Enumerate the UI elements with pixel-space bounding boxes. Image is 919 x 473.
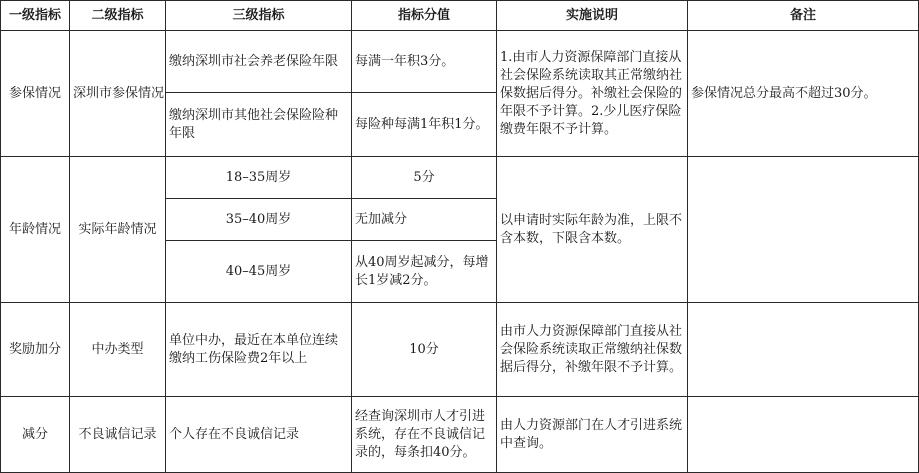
insurance-item2-level3: 缴纳深圳市其他社会保险险种年限 (166, 93, 352, 157)
bonus-note: 由市人力资源保障部门直接从社会保险系统读取正常缴纳社保数据后得分，补缴年限不予计算。 (497, 303, 688, 397)
deduction-remark (688, 397, 919, 473)
deduction-note: 由人力资源部门在人才引进系统中查询。 (497, 397, 688, 473)
insurance-item2-score: 每险种每满1年积1分。 (352, 93, 497, 157)
bonus-level2: 中办类型 (70, 303, 166, 397)
header-remark: 备注 (688, 1, 919, 31)
insurance-item1-level3: 缴纳深圳市社会养老保险年限 (166, 31, 352, 93)
age-level1: 年龄情况 (1, 157, 70, 303)
insurance-remark: 参保情况总分最高不超过30分。 (688, 31, 919, 157)
header-row (1, 1, 919, 31)
deduction-level1: 减分 (1, 397, 70, 473)
table-row (1, 31, 919, 93)
header-level2: 二级指标 (70, 1, 166, 31)
age-remark (688, 157, 919, 303)
age-level2: 实际年龄情况 (70, 157, 166, 303)
table-row (1, 303, 919, 397)
age-item3-score: 从40周岁起减分，每增长1岁减2分。 (352, 241, 497, 303)
bonus-score: 10分 (352, 303, 497, 397)
deduction-level3: 个人存在不良诚信记录 (166, 397, 352, 473)
bonus-level1: 奖励加分 (1, 303, 70, 397)
age-item3-level3: 40–45周岁 (166, 241, 352, 303)
header-level3: 三级指标 (166, 1, 352, 31)
insurance-item1-score: 每满一年积3分。 (352, 31, 497, 93)
table-row (1, 157, 919, 199)
age-item1-level3: 18–35周岁 (166, 157, 352, 199)
header-level1: 一级指标 (1, 1, 70, 31)
deduction-score: 经查询深圳市人才引进系统，存在不良诚信记录的，每条扣40分。 (352, 397, 497, 473)
header-note: 实施说明 (497, 1, 688, 31)
header-score: 指标分值 (352, 1, 497, 31)
bonus-remark (688, 303, 919, 397)
age-item2-level3: 35–40周岁 (166, 199, 352, 241)
age-note: 以申请时实际年龄为准，上限不含本数，下限含本数。 (497, 157, 688, 303)
age-item2-score: 无加减分 (352, 199, 497, 241)
bonus-level3: 单位中办，最近在本单位连续缴纳工伤保险费2年以上 (166, 303, 352, 397)
insurance-level2: 深圳市参保情况 (70, 31, 166, 157)
deduction-level2: 不良诚信记录 (70, 397, 166, 473)
insurance-level1: 参保情况 (1, 31, 70, 157)
age-item1-score: 5分 (352, 157, 497, 199)
table-row (1, 397, 919, 473)
insurance-note: 1.由市人力资源保障部门直接从社会保险系统读取其正常缴纳社保数据后得分。补缴社会保险的年限不予计算。2.少儿医疗保险缴费年限不予计算。 (497, 31, 688, 157)
